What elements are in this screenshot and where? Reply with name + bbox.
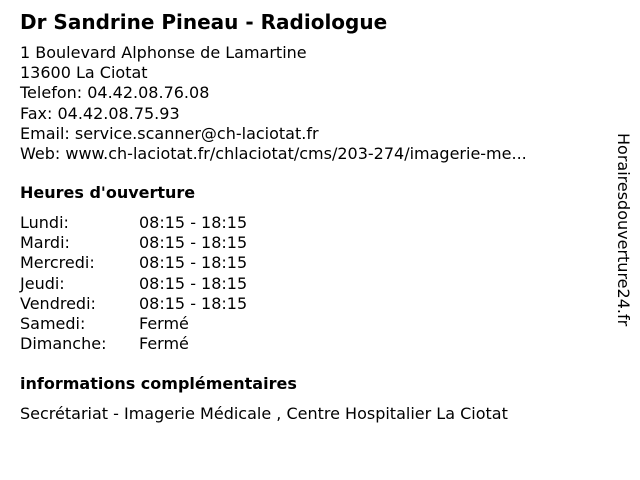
day-hours: 08:15 - 18:15: [139, 273, 248, 293]
info-heading: informations complémentaires: [20, 374, 297, 393]
day-hours: 08:15 - 18:15: [139, 233, 248, 253]
day-hours: 08:15 - 18:15: [139, 293, 248, 313]
info-text: Secrétariat - Imagerie Médicale , Centre Hospitalier La Ciotat: [20, 404, 508, 423]
day-hours: Fermé: [139, 313, 189, 333]
address-street: 1 Boulevard Alphonse de Lamartine: [20, 43, 307, 62]
day-hours: 08:15 - 18:15: [139, 213, 248, 232]
day-hours: 08:15 - 18:15: [139, 253, 248, 273]
day-label: Lundi:: [20, 213, 69, 232]
day-label: Vendredi:: [20, 293, 96, 313]
day-label: Mardi:: [20, 233, 70, 253]
page-title: Dr Sandrine Pineau - Radiologue: [20, 10, 388, 34]
email-line: Email: service.scanner@ch-laciotat.fr: [20, 123, 319, 143]
site-watermark: Horairesdouverture24.fr: [614, 133, 633, 327]
day-hours: Fermé: [139, 334, 189, 354]
web-line: Web: www.ch-laciotat.fr/chlaciotat/cms/203-274/imagerie-me...: [20, 143, 527, 163]
phone-line: Telefon: 04.42.08.76.08: [20, 83, 210, 103]
hours-heading: Heures d'ouverture: [20, 183, 196, 202]
day-label: Jeudi:: [20, 273, 65, 293]
day-label: Samedi:: [20, 313, 86, 333]
day-label: Mercredi:: [20, 253, 95, 273]
day-label: Dimanche:: [20, 334, 107, 354]
address-city: 13600 La Ciotat: [20, 63, 148, 83]
contact-block: [20, 43, 527, 164]
fax-line: Fax: 04.42.08.75.93: [20, 103, 180, 123]
